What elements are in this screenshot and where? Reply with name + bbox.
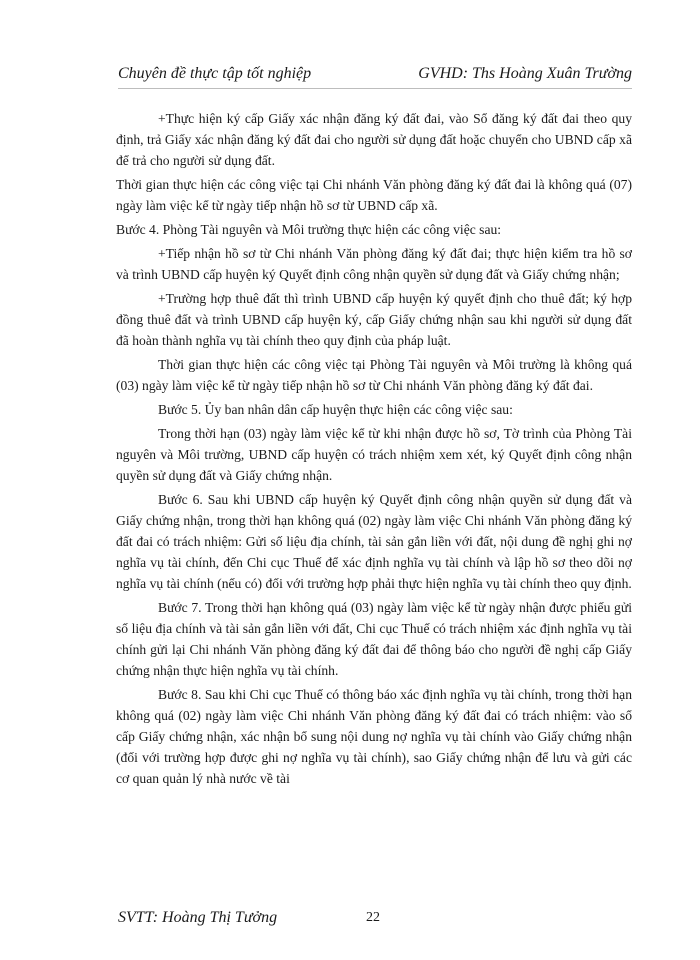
paragraph: Bước 6. Sau khi UBND cấp huyện ký Quyết định công nhận quyền sử dụng đất và Giấy chứng nhận, trong thời hạn không quá (02) ngày làm việc Chi nhánh Văn phòng đăng ký đất đai có trách nhiệm: Gửi số liệu địa chính, tài sản gắn liền với đất, nội dung đề nghị ghi nợ nghĩa vụ tài chính, đến Chi cục Thuế để xác định nghĩa vụ tài chính và lập hồ sơ theo dõi nợ nghĩa vụ tài chính (nếu có) đối với trường hợp phải thực hiện nghĩa vụ tài chính theo quy định. xyxy=(116,492,632,591)
header-supervisor: GVHD: Ths Hoàng Xuân Trường xyxy=(418,65,632,82)
footer-student: SVTT: Hoàng Thị Tưởng xyxy=(118,909,278,926)
paragraph: Thời gian thực hiện các công việc tại Chi nhánh Văn phòng đăng ký đất đai là không quá (07) ngày làm việc kể từ ngày tiếp nhận hồ sơ từ UBND cấp xã. xyxy=(116,177,632,213)
page-number: 22 xyxy=(366,910,380,925)
paragraph: +Tiếp nhận hồ sơ từ Chi nhánh Văn phòng đăng ký đất đai; thực hiện kiểm tra hồ sơ và trình UBND cấp huyện ký Quyết định công nhận quyền sử dụng đất và Giấy chứng nhận; xyxy=(116,246,632,282)
page-footer xyxy=(118,908,632,928)
paragraph: +Trường hợp thuê đất thì trình UBND cấp huyện ký quyết định cho thuê đất; ký hợp đồng thuê đất và trình UBND cấp huyện ký, cấp Giấy chứng nhận sau khi người sử dụng đất đã hoàn thành nghĩa vụ tài chính theo quy định của pháp luật. xyxy=(116,291,632,348)
header-divider xyxy=(118,88,632,89)
paragraph: Bước 7. Trong thời hạn không quá (03) ngày làm việc kể từ ngày nhận được phiếu gửi số liệu địa chính và tài sản gắn liền với đất, Chi cục Thuế có trách nhiệm xác định nghĩa vụ tài chính gửi lại Chi nhánh Văn phòng đăng ký đất đai để thông báo cho người đề nghị cấp Giấy chứng nhận thực hiện nghĩa vụ tài chính. xyxy=(116,600,632,678)
paragraph: Trong thời hạn (03) ngày làm việc kể từ khi nhận được hồ sơ, Tờ trình của Phòng Tài nguyên và Môi trường, UBND cấp huyện có trách nhiệm xem xét, ký Quyết định công nhận quyền sử dụng đất và Giấy chứng nhận. xyxy=(116,426,632,483)
paragraph: Bước 5. Ủy ban nhân dân cấp huyện thực hiện các công việc sau: xyxy=(158,402,513,417)
header-document-title: Chuyên đề thực tập tốt nghiệp xyxy=(118,65,312,82)
page-header xyxy=(118,64,632,84)
document-body xyxy=(116,108,632,792)
paragraph: +Thực hiện ký cấp Giấy xác nhận đăng ký đất đai, vào Sổ đăng ký đất đai theo quy định, trả Giấy xác nhận đăng ký đất đai cho người sử dụng đất hoặc chuyển cho UBND cấp xã để trả cho người sử dụng đất. xyxy=(116,111,632,168)
paragraph: Bước 8. Sau khi Chi cục Thuế có thông báo xác định nghĩa vụ tài chính, trong thời hạn không quá (02) ngày làm việc Chi nhánh Văn phòng đăng ký đất đai có trách nhiệm: vào sổ cấp Giấy chứng nhận, xác nhận bổ sung nội dung nợ nghĩa vụ tài chính vào Giấy chứng nhận (đối với trường hợp được ghi nợ nghĩa vụ tài chính), sao Giấy chứng nhận để lưu và gửi các cơ quan quản lý nhà nước về tài xyxy=(116,687,632,786)
paragraph: Bước 4. Phòng Tài nguyên và Môi trường thực hiện các công việc sau: xyxy=(116,222,502,237)
paragraph: Thời gian thực hiện các công việc tại Phòng Tài nguyên và Môi trường là không quá (03) ngày làm việc kể từ ngày tiếp nhận hồ sơ từ Chi nhánh Văn phòng đăng ký đất đai. xyxy=(116,357,632,393)
